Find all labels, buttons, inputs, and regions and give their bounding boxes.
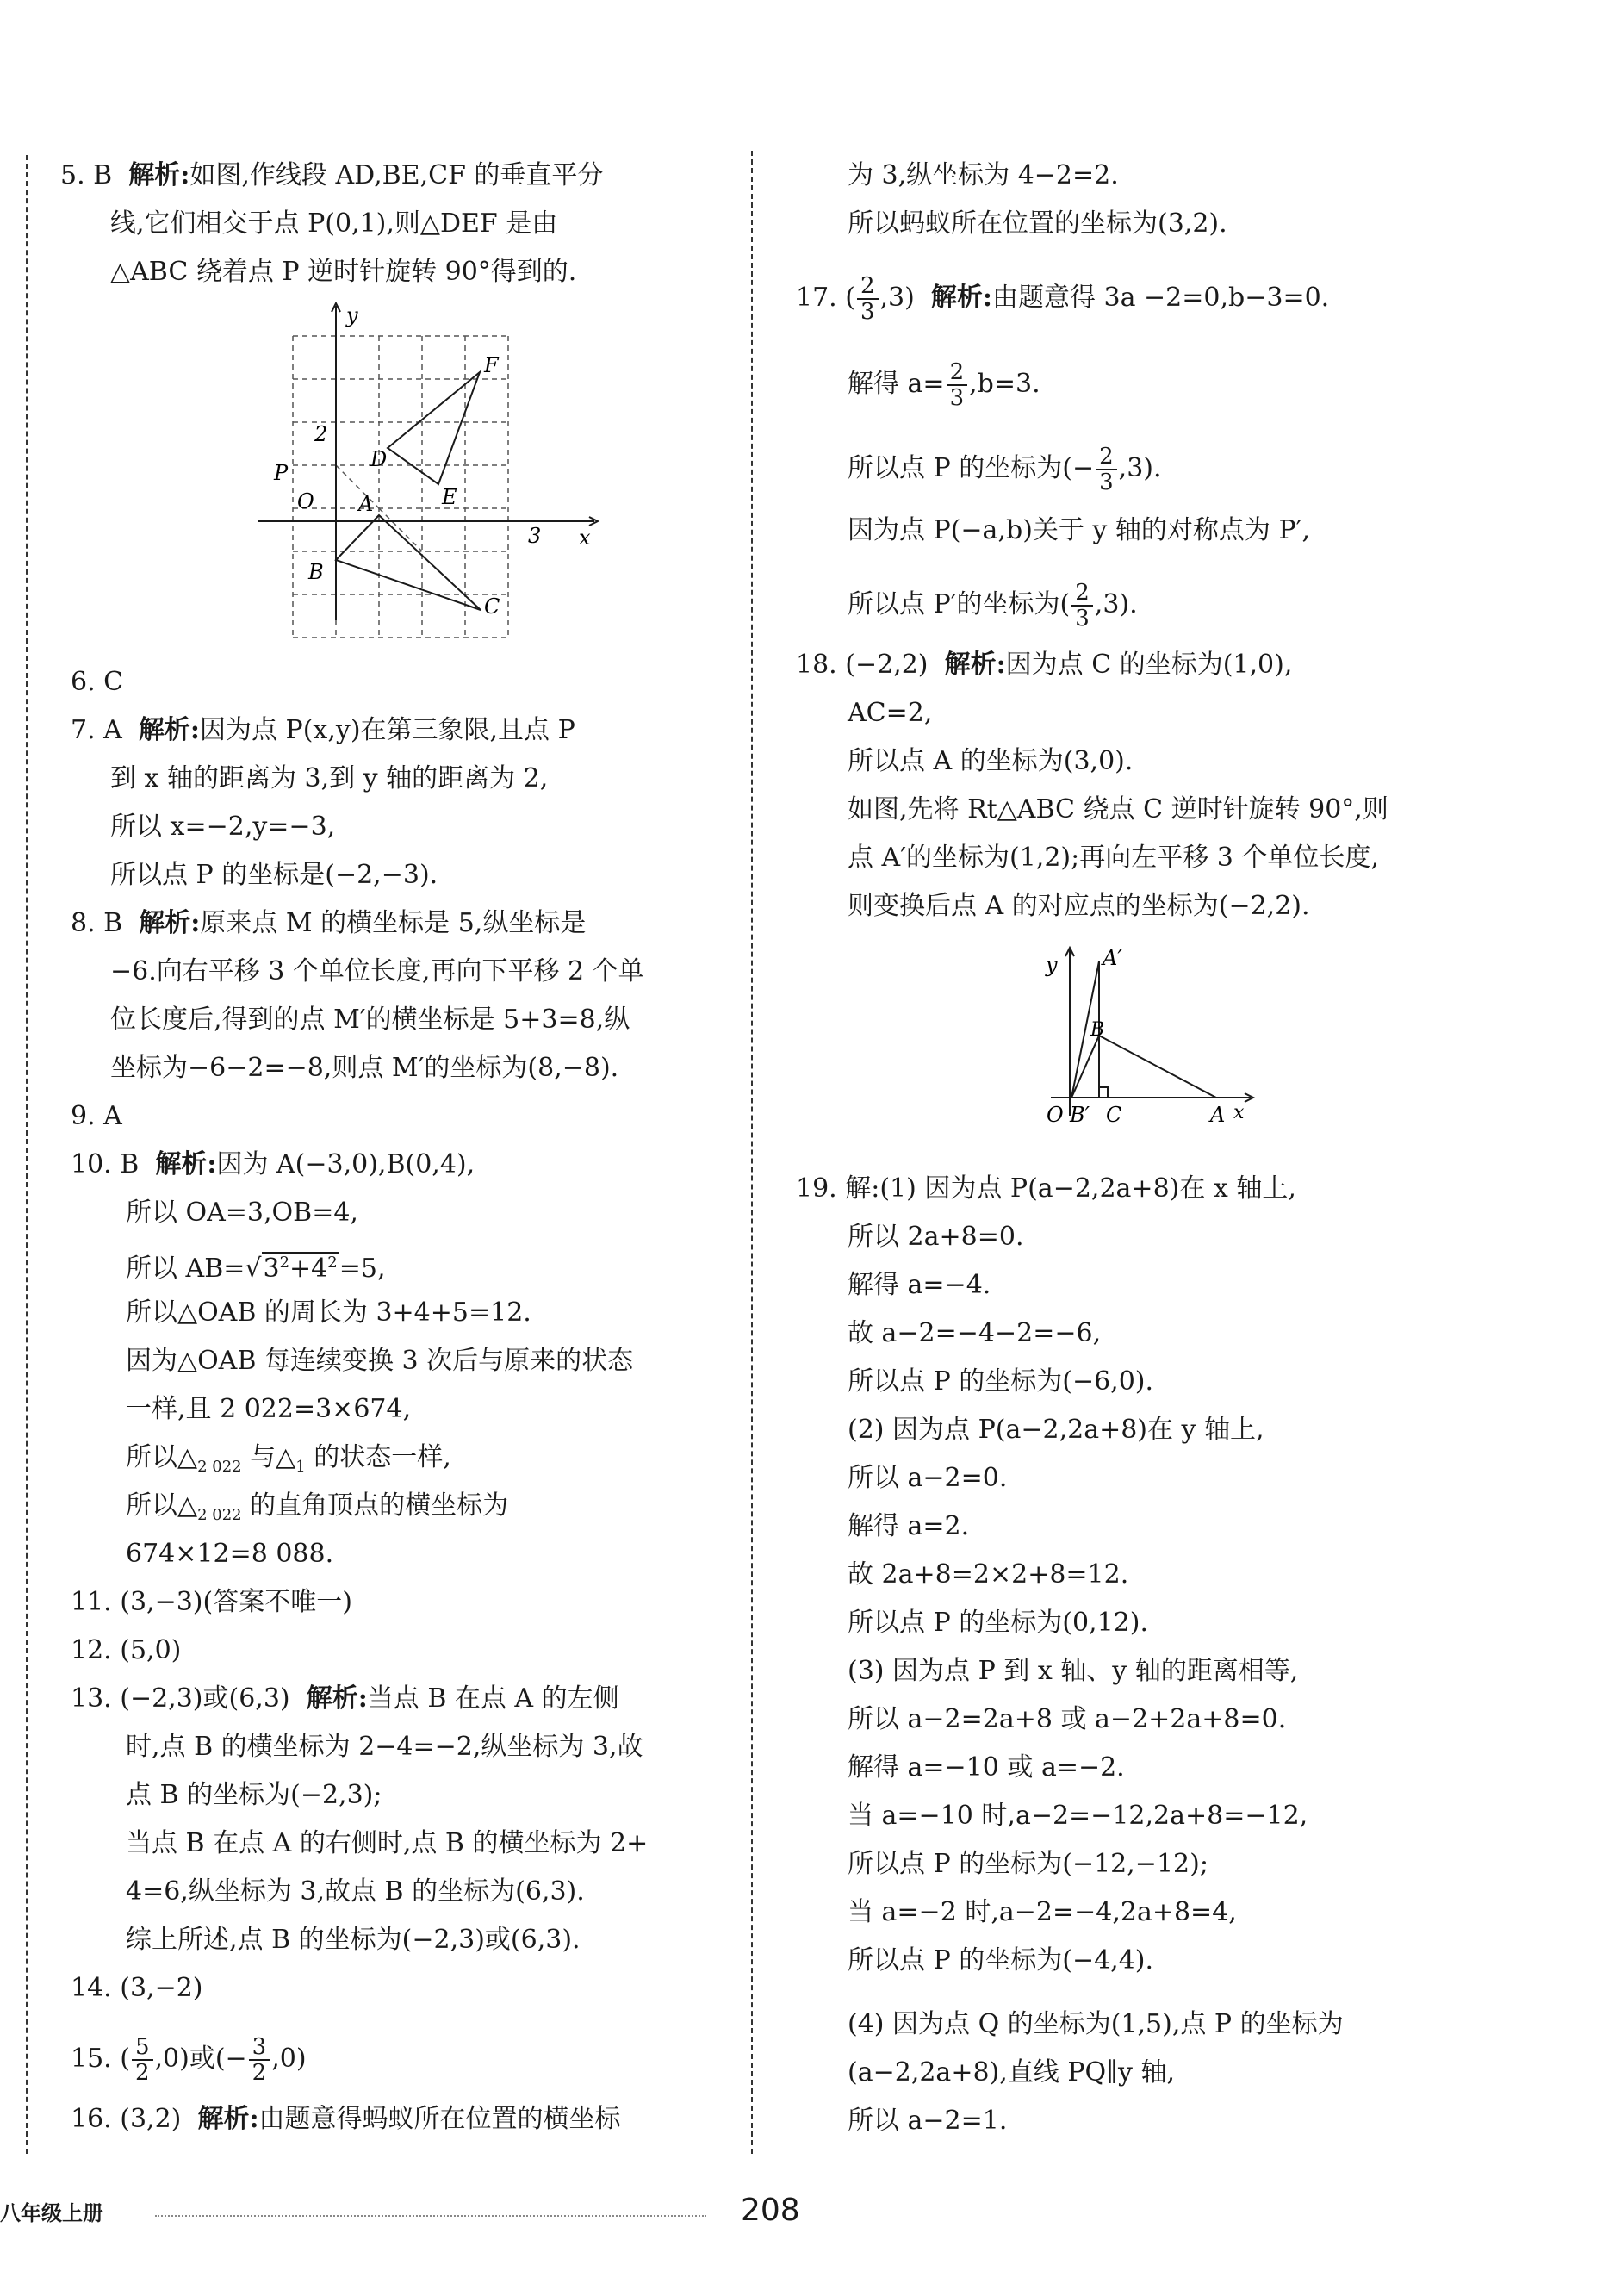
answer-19-line17: 所以点 P 的坐标为(−4,4). bbox=[848, 1945, 1154, 1976]
fig1-label-x: x bbox=[579, 526, 591, 550]
answer-13-line2: 时,点 B 的横坐标为 2−4=−2,纵坐标为 3,故 bbox=[126, 1732, 643, 1762]
fig2-label-c: C bbox=[1106, 1103, 1122, 1127]
answer-16-line2: 为 3,纵坐标为 4−2=2. bbox=[848, 160, 1119, 190]
answer-10-line6: 一样,且 2 022=3×674, bbox=[126, 1394, 412, 1424]
answer-18-line6: 则变换后点 A 的对应点的坐标为(−2,2). bbox=[848, 891, 1310, 921]
fig1-label-a: A bbox=[358, 492, 374, 516]
answer-18-line4: 如图,先将 Rt△ABC 绕点 C 逆时针旋转 90°,则 bbox=[848, 794, 1388, 824]
answer-19-line18: (4) 因为点 Q 的坐标为(1,5),点 P 的坐标为 bbox=[848, 2009, 1344, 2039]
answer-16-line1: 16. (3,2) 解析:由题意得蚂蚁所在位置的横坐标 bbox=[71, 2104, 621, 2134]
answer-17-line1: 17. ( $\frac{2}{3}$ ,3) 解析:由题意得 3a −2=0,b−3=0. bbox=[796, 273, 1330, 325]
answer-19-line5: 所以点 P 的坐标为(−6,0). bbox=[848, 1366, 1154, 1397]
fig1-label-2: 2 bbox=[314, 422, 328, 446]
answer-14: 14. (3,−2) bbox=[71, 1973, 203, 2003]
fig1-label-b: B bbox=[308, 560, 324, 584]
answer-7-line2: 到 x 轴的距离为 3,到 y 轴的距离为 2, bbox=[110, 763, 549, 793]
answer-5-line2: 线,它们相交于点 P(0,1),则△DEF 是由 bbox=[110, 208, 558, 239]
fig2-label-o: O bbox=[1047, 1103, 1064, 1127]
fig1-label-f: F bbox=[484, 353, 499, 377]
answer-18-line1: 18. (−2,2) 解析:因为点 C 的坐标为(1,0), bbox=[796, 650, 1293, 680]
answer-19-line4: 故 a−2=−4−2=−6, bbox=[848, 1318, 1102, 1348]
answer-8-line3: 位长度后,得到的点 M′的横坐标是 5+3=8,纵 bbox=[110, 1005, 630, 1035]
answer-19-line11: (3) 因为点 P 到 x 轴、y 轴的距离相等, bbox=[848, 1656, 1299, 1686]
answer-13-line1: 13. (−2,3)或(6,3) 解析:当点 B 在点 A 的左侧 bbox=[71, 1683, 619, 1714]
answer-16-line3: 所以蚂蚁所在位置的坐标为(3,2). bbox=[848, 208, 1227, 239]
figure-rotation-triangle bbox=[1034, 939, 1258, 1129]
answer-18-line5: 点 A′的坐标为(1,2);再向左平移 3 个单位长度, bbox=[848, 843, 1379, 873]
answer-7-line1: 7. A 解析:因为点 P(x,y)在第三象限,且点 P bbox=[71, 715, 575, 745]
fig2-label-a-prime: A′ bbox=[1103, 946, 1122, 970]
fig1-label-c: C bbox=[484, 594, 500, 619]
answer-7-line3: 所以 x=−2,y=−3, bbox=[110, 812, 336, 842]
triangle-abc bbox=[336, 515, 481, 610]
answer-13-line3: 点 B 的坐标为(−2,3); bbox=[126, 1780, 382, 1810]
answer-19-line10: 所以点 P 的坐标为(0,12). bbox=[848, 1608, 1148, 1638]
answer-17-line5: 所以点 P′的坐标为( $\frac{2}{3}$ ,3). bbox=[848, 580, 1138, 632]
answer-13-line5: 4=6,纵坐标为 3,故点 B 的坐标为(6,3). bbox=[126, 1876, 585, 1907]
answer-19-line16: 当 a=−2 时,a−2=−4,2a+8=4, bbox=[848, 1897, 1237, 1927]
answer-12: 12. (5,0) bbox=[71, 1635, 182, 1665]
center-divider-rule bbox=[751, 151, 753, 2154]
fig1-label-d: D bbox=[370, 447, 388, 471]
answer-19-line9: 故 2a+8=2×2+8=12. bbox=[848, 1559, 1129, 1590]
fig1-label-e: E bbox=[442, 485, 457, 509]
triangle-abc bbox=[1099, 1036, 1216, 1098]
answer-8-line4: 坐标为−6−2=−8,则点 M′的坐标为(8,−8). bbox=[110, 1053, 619, 1083]
page-footer bbox=[0, 2193, 1615, 2236]
figure-rotation-grid bbox=[258, 302, 620, 646]
answer-10-line7: 所以$\triangle_{2 022}$ 与$\triangle_1$ 的状态一样, bbox=[126, 1442, 451, 1476]
answer-19-line13: 解得 a=−10 或 a=−2. bbox=[848, 1752, 1125, 1783]
answer-19-line20: 所以 a−2=1. bbox=[848, 2106, 1008, 2136]
page-number: 208 bbox=[741, 2193, 800, 2228]
fig1-label-y: y bbox=[346, 303, 358, 327]
left-margin-rule bbox=[26, 155, 28, 2154]
answer-8-line2: −6.向右平移 3 个单位长度,再向下平移 2 个单 bbox=[110, 956, 644, 986]
fig1-label-p2: P bbox=[274, 461, 289, 485]
triangle-def bbox=[388, 372, 480, 484]
answer-19-line3: 解得 a=−4. bbox=[848, 1270, 991, 1300]
answer-10-line8: 所以$\triangle_{2 022}$ 的直角顶点的横坐标为 bbox=[126, 1490, 509, 1524]
answer-10-line3: 所以 $AB=√3^2+4^2=5$, bbox=[126, 1254, 386, 1284]
grade-label: 八年级上册 bbox=[0, 2201, 103, 2225]
answer-8-line1: 8. B 解析:原来点 M 的横坐标是 5,纵坐标是 bbox=[71, 908, 587, 938]
answer-19-line7: 所以 a−2=0. bbox=[848, 1463, 1008, 1493]
answer-19-line1: 19. 解:(1) 因为点 P(a−2,2a+8)在 x 轴上, bbox=[796, 1173, 1296, 1204]
answer-10-line2: 所以 OA=3,OB=4, bbox=[126, 1198, 358, 1228]
answer-6: 6. C bbox=[71, 667, 124, 697]
fig1-label-3: 3 bbox=[528, 524, 542, 548]
answer-19-line15: 所以点 P 的坐标为(−12,−12); bbox=[848, 1849, 1208, 1879]
answer-19-line6: (2) 因为点 P(a−2,2a+8)在 y 轴上, bbox=[848, 1415, 1264, 1445]
fig2-label-a: A bbox=[1210, 1103, 1226, 1127]
answer-7-line4: 所以点 P 的坐标是(−2,−3). bbox=[110, 860, 438, 890]
answer-13-line4: 当点 B 在点 A 的右侧时,点 B 的横坐标为 2+ bbox=[126, 1828, 649, 1858]
answer-17-line2: 解得 a= $\frac{2}{3}$ ,b=3. bbox=[848, 359, 1040, 411]
answer-19-line2: 所以 2a+8=0. bbox=[848, 1222, 1024, 1252]
fig2-label-x: x bbox=[1233, 1102, 1245, 1123]
fig1-label-o: O bbox=[297, 489, 314, 513]
answer-19-line12: 所以 a−2=2a+8 或 a−2+2a+8=0. bbox=[848, 1704, 1287, 1734]
answer-19-line14: 当 a=−10 时,a−2=−12,2a+8=−12, bbox=[848, 1801, 1308, 1831]
answer-19-line8: 解得 a=2. bbox=[848, 1511, 970, 1541]
answer-10-line9: 674×12=8 088. bbox=[126, 1539, 334, 1569]
fig2-label-b: B bbox=[1090, 1019, 1105, 1041]
answer-5-line3: △ABC 绕着点 P 逆时针旋转 90°得到的. bbox=[110, 257, 577, 287]
answer-5-line1: 5. B 解析:如图,作线段 AD,BE,CF 的垂直平分 bbox=[60, 160, 604, 190]
answer-18-line2: AC=2, bbox=[848, 698, 933, 728]
answer-18-line3: 所以点 A 的坐标为(3,0). bbox=[848, 746, 1134, 776]
answer-13-line6: 综上所述,点 B 的坐标为(−2,3)或(6,3). bbox=[126, 1925, 581, 1955]
answer-9: 9. A bbox=[71, 1101, 122, 1131]
answer-10-line4: 所以△OAB 的周长为 3+4+5=12. bbox=[126, 1297, 531, 1328]
answer-11: 11. (3,−3)(答案不唯一) bbox=[71, 1587, 352, 1617]
footer-dotted-rule bbox=[155, 2215, 706, 2217]
answer-15: 15. ( $\frac{5}{2}$ ,0)或(− $\frac{3}{2}$ ,0) bbox=[71, 2034, 307, 2086]
answer-19-line19: (a−2,2a+8),直线 PQ∥y 轴, bbox=[848, 2057, 1175, 2088]
answer-17-line3: 所以点 P 的坐标为(− $\frac{2}{3}$ ,3). bbox=[848, 444, 1162, 495]
answer-10-line5: 因为△OAB 每连续变换 3 次后与原来的状态 bbox=[126, 1346, 634, 1376]
fig2-label-b-prime: B′ bbox=[1070, 1103, 1090, 1127]
answer-17-line4: 因为点 P(−a,b)关于 y 轴的对称点为 P′, bbox=[848, 515, 1310, 545]
fig2-label-y: y bbox=[1046, 953, 1058, 977]
answer-10-line1: 10. B 解析:因为 A(−3,0),B(0,4), bbox=[71, 1149, 475, 1179]
